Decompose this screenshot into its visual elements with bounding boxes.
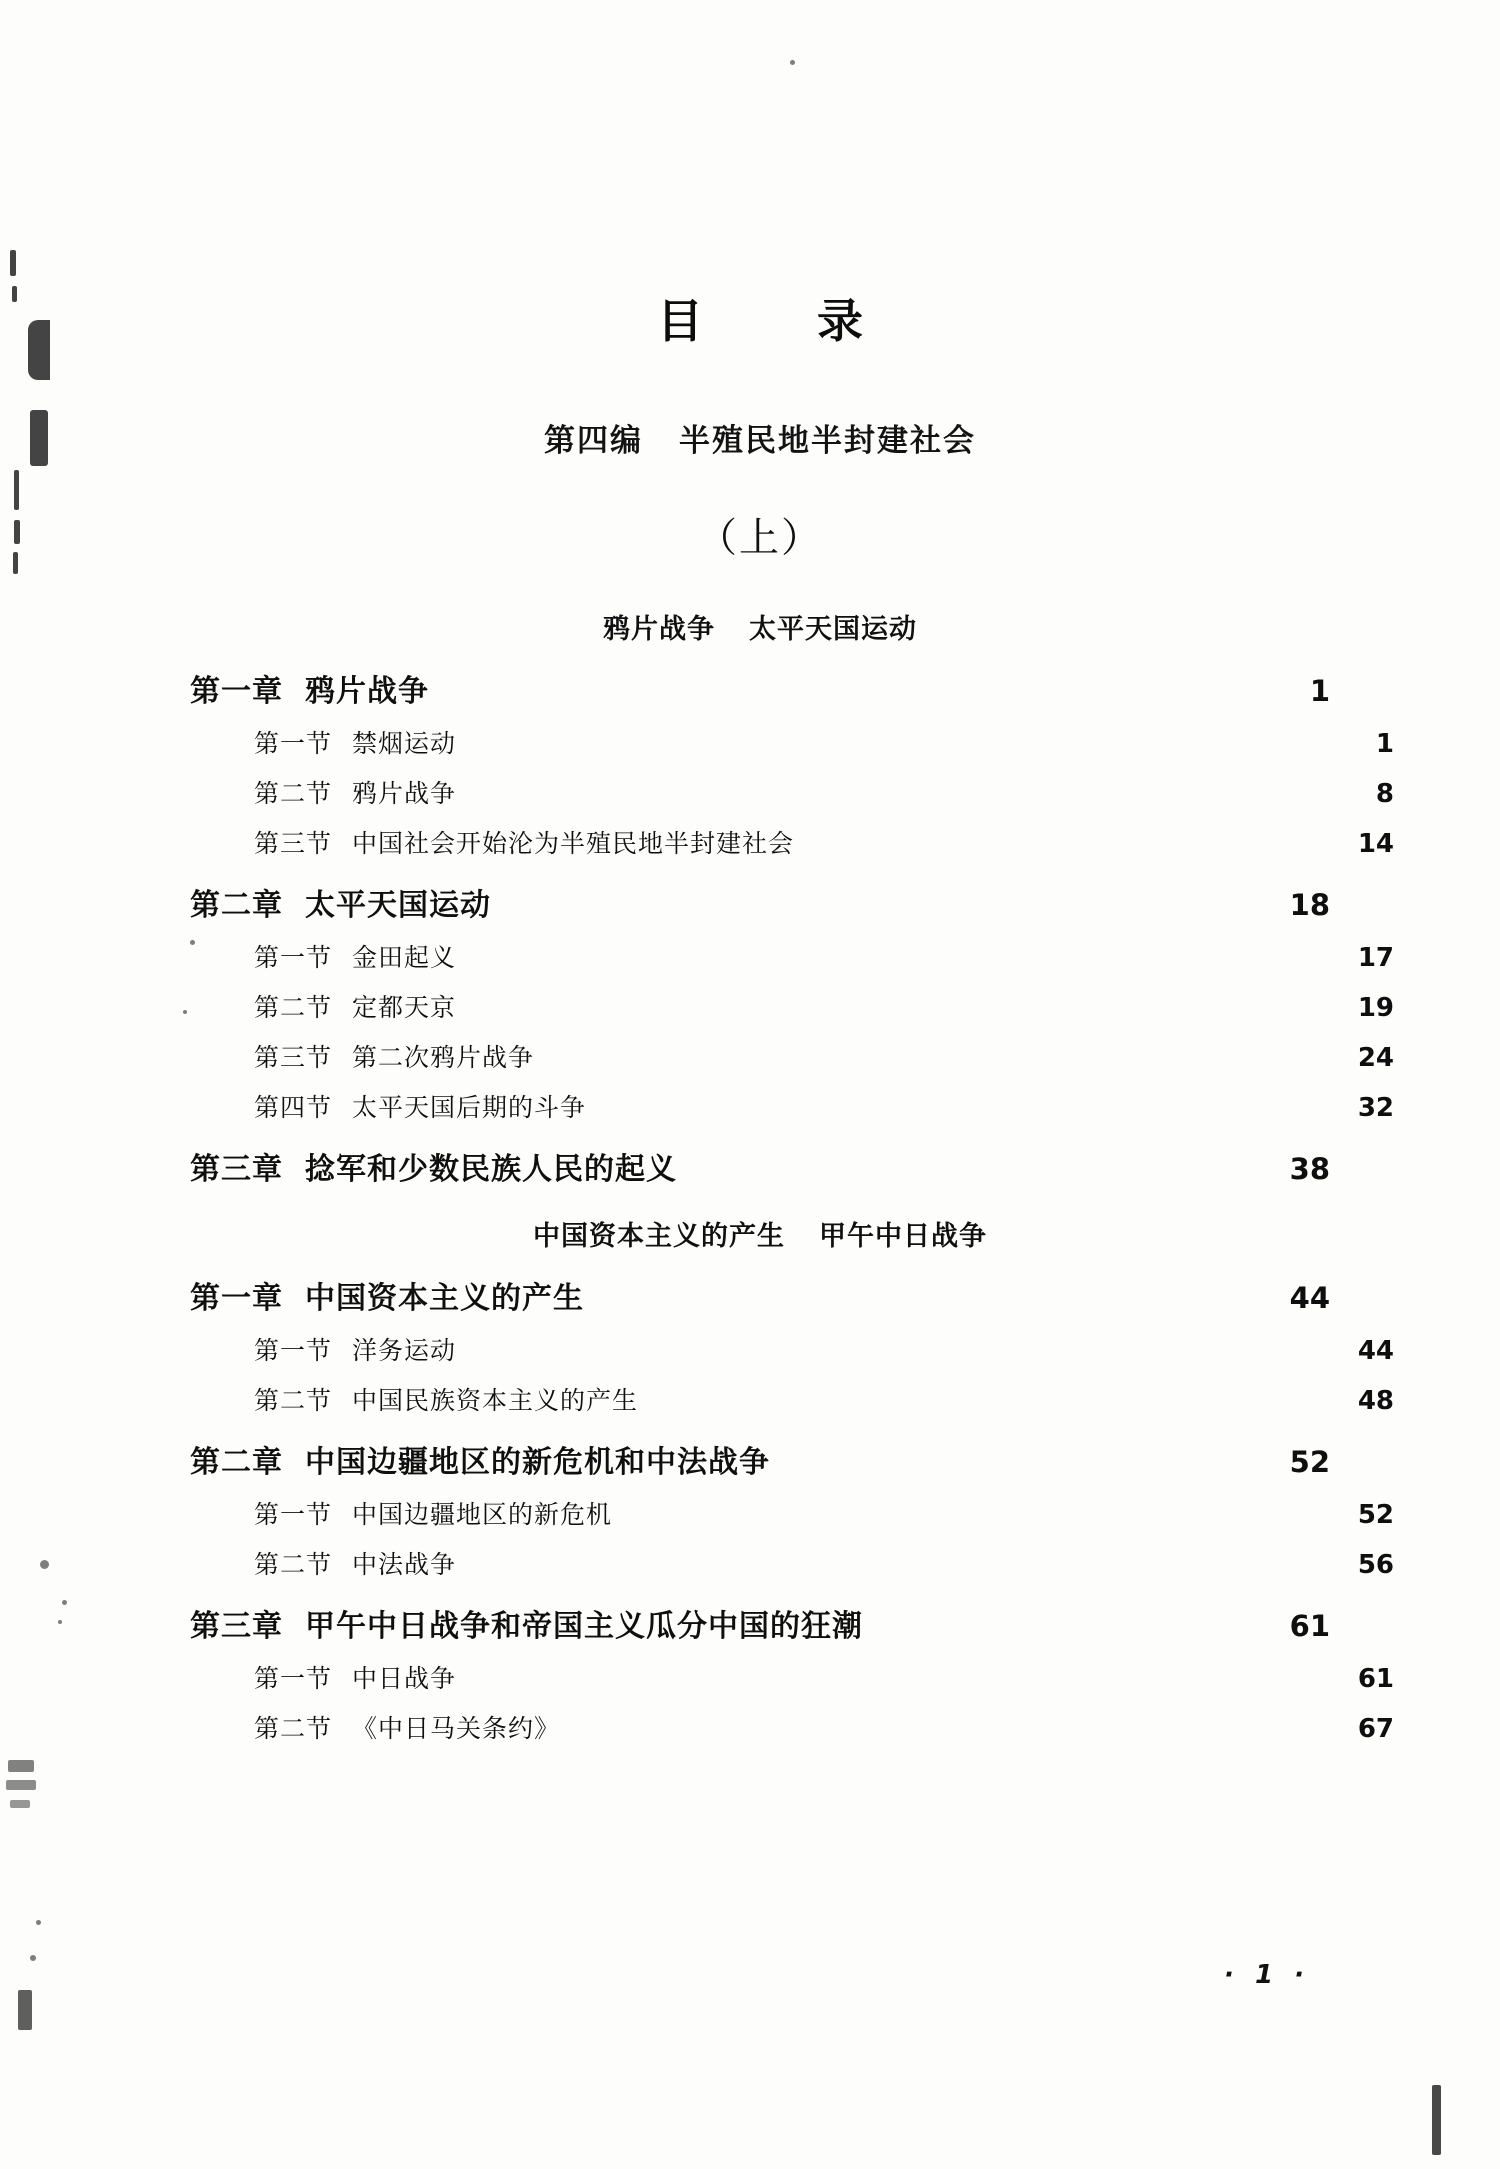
- toc-entry[interactable]: [190, 1088, 1394, 1124]
- toc-entry-number: 第三章: [190, 1152, 283, 1187]
- toc-entry-number: 第二节: [254, 1386, 333, 1415]
- toc-entry-number: 第三节: [254, 829, 333, 858]
- toc-entry-page: 61: [1289, 1609, 1330, 1643]
- toc-entry[interactable]: [190, 1659, 1394, 1695]
- toc-entry-number: 第一节: [254, 1336, 333, 1365]
- toc-entry[interactable]: [190, 1545, 1394, 1581]
- toc-entry-number: 第一章: [190, 1281, 283, 1316]
- toc-entry-number: 第一节: [254, 729, 333, 758]
- toc-entry[interactable]: [190, 988, 1394, 1024]
- scan-artifact: [14, 520, 20, 544]
- toc-entry-number: 第二章: [190, 1445, 283, 1480]
- toc-entry[interactable]: [190, 1601, 1330, 1645]
- toc-entry-number: 第四节: [254, 1093, 333, 1122]
- toc-entry-page: 38: [1289, 1152, 1330, 1186]
- toc-entry-page: 48: [1357, 1386, 1394, 1416]
- section-heading-left: 鸦片战争: [603, 614, 715, 645]
- scan-artifact: [30, 1955, 36, 1961]
- scan-artifact: [8, 1760, 34, 1772]
- toc-entry-title: 中国民族资本主义的产生: [352, 1386, 639, 1415]
- leader-dots: [616, 1507, 1346, 1523]
- section-heading: [190, 607, 1330, 646]
- section-heading: [190, 1214, 1330, 1253]
- leader-dots: [642, 1393, 1346, 1409]
- toc-entry-number: 第三节: [254, 1043, 333, 1072]
- toc-entry-title: 中法战争: [352, 1550, 457, 1579]
- page-title: 目 录: [657, 294, 897, 348]
- leader-dots: [495, 899, 1282, 915]
- toc-entry-page: 44: [1357, 1336, 1394, 1366]
- toc-entry[interactable]: [190, 1144, 1330, 1188]
- part-title: [190, 415, 1330, 460]
- toc-entry-page: 18: [1289, 888, 1330, 922]
- toc-entry-title: 太平天国运动: [305, 888, 491, 923]
- toc-entry-title: 甲午中日战争和帝国主义瓜分中国的狂潮: [305, 1609, 863, 1644]
- leader-dots: [460, 1000, 1346, 1016]
- leader-dots: [588, 1292, 1282, 1308]
- toc-entry-page: 24: [1357, 1043, 1394, 1073]
- toc-entry[interactable]: [190, 880, 1330, 924]
- toc-entry-number: 第一节: [254, 1500, 333, 1529]
- scan-artifact: [1432, 2085, 1441, 2155]
- toc-entry-number: 第一章: [190, 674, 283, 709]
- toc-entry-number: 第二节: [254, 1714, 333, 1743]
- toc-entry-number: 第二节: [254, 779, 333, 808]
- scan-artifact: [58, 1620, 62, 1624]
- toc-entry-page: 17: [1357, 943, 1394, 973]
- toc-entry-title: 金田起义: [352, 943, 457, 972]
- section-heading-left: 中国资本主义的产生: [533, 1221, 785, 1252]
- leader-dots: [460, 786, 1346, 802]
- volume-label: （上）: [697, 515, 823, 561]
- toc-entry[interactable]: [190, 774, 1394, 810]
- scan-artifact: [10, 250, 16, 276]
- toc-entry-page: 32: [1357, 1093, 1394, 1123]
- leader-dots: [460, 1557, 1346, 1573]
- toc-entry-number: 第二章: [190, 888, 283, 923]
- section-heading-right: 太平天国运动: [749, 614, 917, 645]
- toc-entry[interactable]: [190, 666, 1330, 710]
- toc-entry[interactable]: [190, 1273, 1330, 1317]
- scan-artifact: [6, 1780, 36, 1790]
- toc-entry-title: 太平天国后期的斗争: [352, 1093, 587, 1122]
- toc-entry-title: 鸦片战争: [305, 674, 429, 709]
- toc-entry-number: 第一节: [254, 943, 333, 972]
- toc-entry[interactable]: [190, 1709, 1394, 1745]
- toc-entry-title: 中国边疆地区的新危机: [352, 1500, 613, 1529]
- toc-group-2: [190, 1273, 1394, 1745]
- toc-entry-page: 44: [1289, 1281, 1330, 1315]
- part-number: 第四编: [544, 423, 643, 459]
- toc-entry-page: 61: [1357, 1664, 1394, 1694]
- scan-artifact: [10, 1800, 30, 1808]
- toc-entry-number: 第一节: [254, 1664, 333, 1693]
- toc-entry-title: 捻军和少数民族人民的起义: [305, 1152, 677, 1187]
- toc-entry-page: 52: [1289, 1445, 1330, 1479]
- toc-entry[interactable]: [190, 938, 1394, 974]
- leader-dots: [460, 736, 1346, 752]
- scan-artifact: [183, 1010, 187, 1014]
- scan-artifact: [14, 470, 19, 510]
- scan-artifact: [30, 410, 48, 466]
- toc-entry-title: 中国资本主义的产生: [305, 1281, 584, 1316]
- leader-dots: [460, 950, 1346, 966]
- toc-entry-page: 1: [1309, 674, 1330, 708]
- leader-dots: [564, 1721, 1346, 1737]
- toc-entry-number: 第二节: [254, 1550, 333, 1579]
- toc-entry-title: 中国边疆地区的新危机和中法战争: [305, 1445, 770, 1480]
- toc-entry-title: 第二次鸦片战争: [352, 1043, 535, 1072]
- toc-entry[interactable]: [190, 1381, 1394, 1417]
- toc-entry[interactable]: [190, 1038, 1394, 1074]
- toc-entry-title: 中国社会开始沦为半殖民地半封建社会: [352, 829, 795, 858]
- toc-entry-page: 67: [1357, 1714, 1394, 1744]
- leader-dots: [460, 1671, 1346, 1687]
- toc-entry[interactable]: [190, 1495, 1394, 1531]
- part-name: 半殖民地半封建社会: [679, 423, 976, 459]
- toc-entry-page: 8: [1375, 779, 1394, 809]
- scan-artifact: [36, 1920, 41, 1925]
- scan-artifact: [40, 1560, 49, 1569]
- toc-entry-page: 19: [1357, 993, 1394, 1023]
- leader-dots: [681, 1163, 1282, 1179]
- page-folio: · 1 ·: [1224, 1960, 1310, 1990]
- toc-entry-title: 鸦片战争: [352, 779, 457, 808]
- toc-group-1: [190, 666, 1394, 1188]
- leader-dots: [798, 836, 1346, 852]
- scan-artifact: [12, 286, 17, 302]
- scan-artifact: [28, 320, 50, 380]
- toc-entry-page: 52: [1357, 1500, 1394, 1530]
- toc-entry-number: 第二节: [254, 993, 333, 1022]
- leader-dots: [538, 1050, 1346, 1066]
- scan-artifact: [62, 1600, 67, 1605]
- leader-dots: [867, 1620, 1282, 1636]
- toc-entry-page: 1: [1375, 729, 1394, 759]
- leader-dots: [433, 685, 1282, 701]
- toc-entry-title: 禁烟运动: [352, 729, 457, 758]
- toc-entry[interactable]: [190, 1331, 1394, 1367]
- leader-dots: [590, 1100, 1346, 1116]
- toc-entry[interactable]: [190, 824, 1394, 860]
- leader-dots: [460, 1343, 1346, 1359]
- leader-dots: [774, 1456, 1282, 1472]
- toc-entry-title: 《中日马关条约》: [352, 1714, 561, 1743]
- table-of-contents: [190, 0, 1394, 2169]
- scan-artifact: [13, 552, 18, 574]
- toc-entry[interactable]: [190, 724, 1394, 760]
- toc-entry[interactable]: [190, 1437, 1330, 1481]
- toc-entry-title: 中日战争: [352, 1664, 457, 1693]
- scan-artifact: [18, 1990, 32, 2030]
- section-heading-right: 甲午中日战争: [819, 1221, 987, 1252]
- toc-entry-title: 定都天京: [352, 993, 457, 1022]
- toc-entry-number: 第三章: [190, 1609, 283, 1644]
- toc-entry-page: 56: [1357, 1550, 1394, 1580]
- toc-entry-title: 洋务运动: [352, 1336, 457, 1365]
- toc-entry-page: 14: [1357, 829, 1394, 859]
